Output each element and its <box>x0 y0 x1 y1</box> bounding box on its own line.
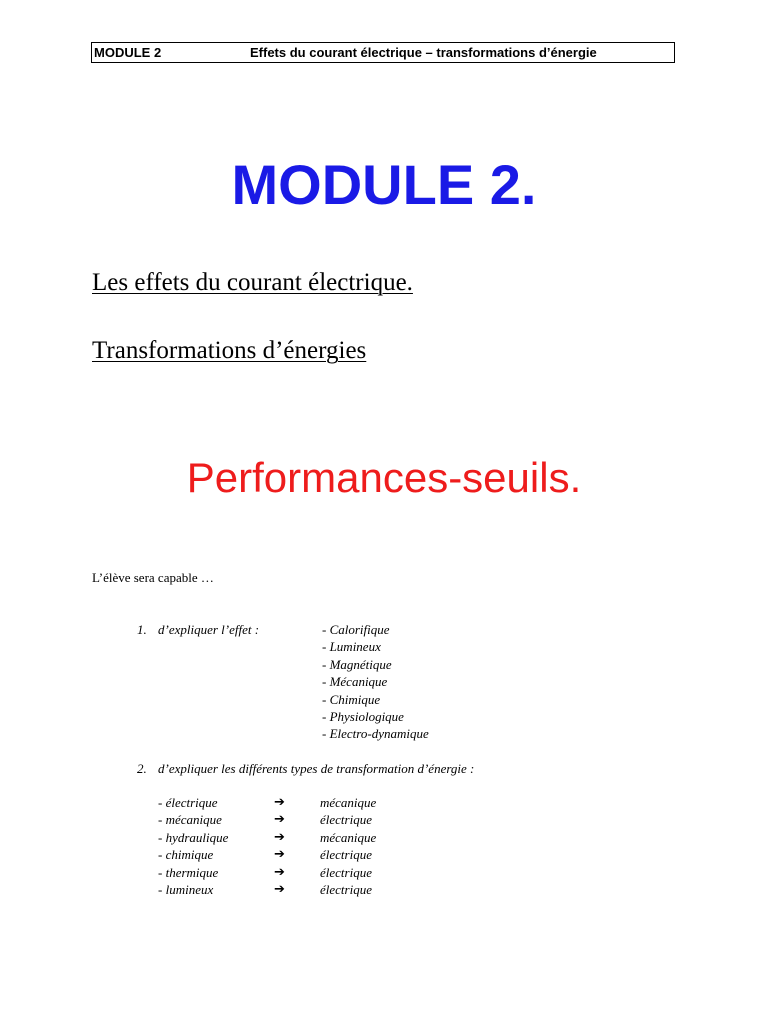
transformation-to: électrique <box>320 847 372 863</box>
objective-1-number: 1. <box>137 622 147 637</box>
transformation-to: mécanique <box>320 829 377 845</box>
header-title: Effets du courant électrique – transformations d’énergie <box>250 45 597 60</box>
transformation-from: - hydraulique <box>158 829 229 845</box>
arrow-right-icon: ➔ <box>274 812 285 828</box>
section-title: Performances-seuils. <box>186 454 582 501</box>
objective-1-label: d’expliquer l’effet : <box>158 622 260 637</box>
subtitle-transformations: Transformations d’énergies <box>92 337 367 364</box>
intro-text: L’élève sera capable … <box>92 570 214 585</box>
effect-item: - Mécanique <box>322 674 388 690</box>
transformation-from: - lumineux <box>158 881 214 897</box>
header-module-label: MODULE 2 <box>94 45 162 60</box>
effects-list <box>322 621 429 743</box>
transformation-to: électrique <box>320 881 372 897</box>
effect-item: - Chimique <box>322 691 381 707</box>
transformation-from: - thermique <box>158 864 219 880</box>
transformation-from: - chimique <box>158 847 214 863</box>
transformation-from: - électrique <box>158 795 218 810</box>
arrow-right-icon: ➔ <box>274 864 285 880</box>
subtitle-effects: Les effets du courant électrique. <box>92 269 413 296</box>
main-title: MODULE 2. <box>231 153 537 216</box>
effect-item: - Electro-dynamique <box>322 726 429 742</box>
effect-item: - Magnétique <box>322 656 392 672</box>
page-header <box>91 42 675 63</box>
transformation-to: mécanique <box>320 795 377 810</box>
transformation-to: électrique <box>320 812 372 828</box>
arrow-right-icon: ➔ <box>274 795 285 810</box>
arrow-right-icon: ➔ <box>274 829 285 845</box>
effect-item: - Calorifique <box>322 622 390 637</box>
transformation-to: électrique <box>320 864 372 880</box>
effect-item: - Lumineux <box>322 639 381 655</box>
transformation-from: - mécanique <box>158 812 222 828</box>
effect-item: - Physiologique <box>322 709 404 725</box>
objective-2-label: d’expliquer les différents types de transformation d’énergie : <box>158 761 475 776</box>
objective-2-number: 2. <box>137 761 147 776</box>
arrow-right-icon: ➔ <box>274 847 285 863</box>
arrow-right-icon: ➔ <box>274 881 285 897</box>
